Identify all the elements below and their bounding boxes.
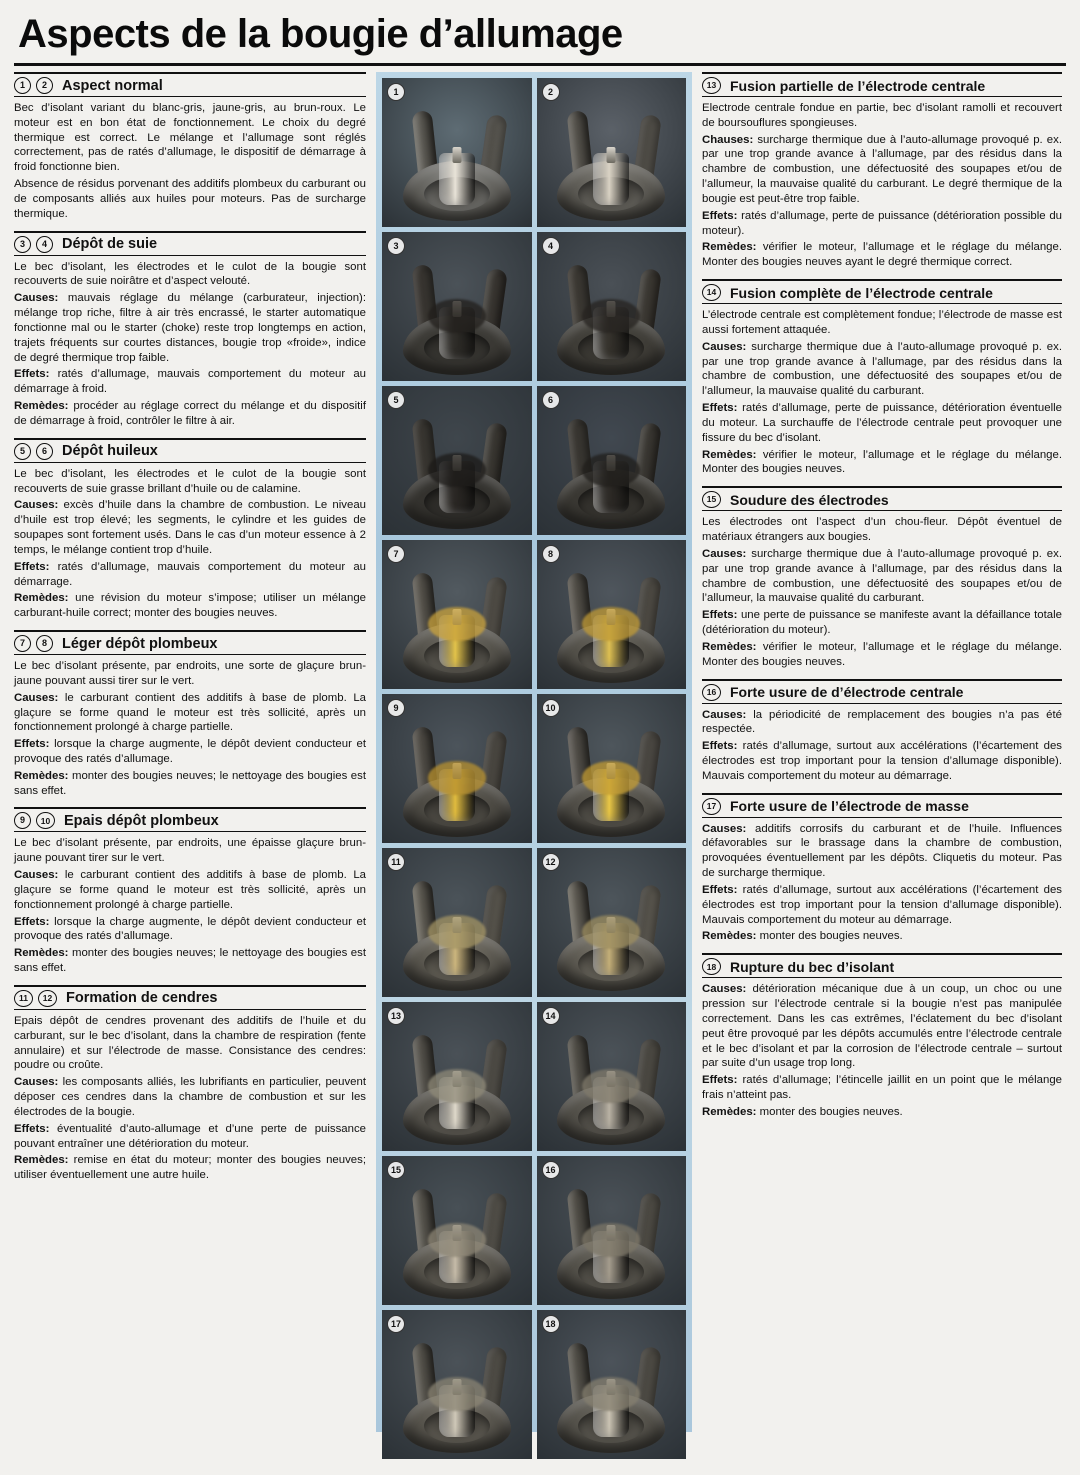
spark-plug-photo [537, 1156, 687, 1305]
section-heading [702, 958, 1062, 975]
section-number-badge: 14 [702, 284, 721, 301]
spark-plug-illustration [537, 1156, 687, 1305]
section-top-rule [702, 793, 1062, 795]
section-number-badge: 3 [14, 236, 31, 253]
section-paragraph: Le bec d’isolant présente, par endroits, une épaisse glaçure brun-jaune pouvant tirer sur le vert. [14, 837, 366, 865]
section-title: Fusion complète de l’électrode centrale [730, 284, 993, 301]
spark-plug-illustration [382, 848, 532, 997]
article-section [702, 953, 1062, 1119]
photo-number-badge: 9 [387, 699, 405, 717]
spark-plug-illustration [382, 1310, 532, 1459]
section-bottom-rule [702, 817, 1062, 818]
section-paragraph: Remèdes: remise en état du moteur; monter des bougies neuves; utiliser éventuellement une autre huile. [14, 1154, 366, 1182]
section-heading [702, 77, 1062, 94]
photo-number-badge: 16 [542, 1161, 560, 1179]
spark-plug-photo [537, 1310, 687, 1459]
section-top-rule [14, 438, 366, 440]
spark-plug-illustration [537, 540, 687, 689]
photo-number-badge: 6 [542, 391, 560, 409]
section-top-rule [14, 72, 366, 74]
spark-plug-photo [382, 540, 532, 689]
photo-number-badge: 14 [542, 1007, 560, 1025]
spark-plug-photo [382, 848, 532, 997]
section-paragraph: Bec d’isolant variant du blanc-gris, jaune-gris, au brun-roux. Le moteur est en bon état de fonctionnement. Le choix du degré thermique est correct. Le mélange et l’allumage sont réglés correctement, pas de ratés d’allumage, le dispositif de démarrage à froid fonctionne bien. [14, 102, 366, 174]
article-section [14, 985, 366, 1183]
section-paragraph: Le bec d’isolant, les électrodes et le culot de la bougie sont recouverts de suie noirâtre et d’aspect velouté. [14, 260, 366, 288]
section-paragraph: Remèdes: monter des bougies neuves; le nettoyage des bougies est sans effet. [14, 947, 366, 975]
section-paragraph: Remèdes: monter des bougies neuves; le nettoyage des bougies est sans effet. [14, 769, 366, 797]
spark-plug-photo [537, 232, 687, 381]
section-top-rule [702, 279, 1062, 281]
article-section [702, 72, 1062, 270]
section-heading [14, 635, 366, 652]
section-paragraph: Effets: ratés d’allumage, surtout aux accélérations (l’écartement des électrodes est trop important pour la tension d’allumage disponible). Mauvais comportement du moteur au démarrage. [702, 740, 1062, 782]
section-top-rule [702, 486, 1062, 488]
photo-number-badge: 10 [542, 699, 560, 717]
section-bottom-rule [702, 303, 1062, 304]
photo-number-badge: 8 [542, 545, 560, 563]
section-number-badge: 13 [702, 77, 721, 94]
section-number-badge: 5 [14, 443, 31, 460]
section-bottom-rule [14, 462, 366, 463]
spark-plug-illustration [537, 232, 687, 381]
section-bottom-rule [14, 1009, 366, 1010]
article-section [702, 279, 1062, 477]
section-paragraph: Causes: le carburant contient des additifs à base de plomb. La glaçure se forme quand le moteur est très sollicité, après un fonctionnement prolongé à charge partielle. [14, 869, 366, 911]
section-bottom-rule [14, 654, 366, 655]
section-title: Aspect normal [62, 77, 163, 94]
section-number-badge: 7 [14, 635, 31, 652]
section-paragraph: Effets: éventualité d’auto-allumage et d’une perte de puissance pouvant entraîner une détérioration du moteur. [14, 1122, 366, 1150]
section-paragraph: Causes: les composants alliés, les lubrifiants en particulier, peuvent déposer ces cendres dans la chambre de combustion et sur les électrodes de la bougie. [14, 1076, 366, 1118]
section-bottom-rule [702, 977, 1062, 978]
spark-plug-photo [382, 386, 532, 535]
section-number-badge: 9 [14, 812, 31, 829]
section-title: Rupture du bec d’isolant [730, 958, 895, 975]
article-section [702, 793, 1062, 945]
spark-plug-photo [537, 386, 687, 535]
photo-number-badge: 17 [387, 1315, 405, 1333]
section-paragraph: Effets: ratés d’allumage, mauvais comportement du moteur au démarrage à froid. [14, 368, 366, 396]
section-paragraph: Causes: surcharge thermique due à l’auto-allumage provoqué p. ex. par une trop grande avance à l’allumage, par des résidus dans la chambre de combustion, une défectuosité des soupapes et/ou de l’allumeur, la mauvaise qualité du carburant. [702, 340, 1062, 398]
spark-plug-illustration [382, 694, 532, 843]
section-heading [14, 812, 366, 829]
spark-plug-illustration [382, 540, 532, 689]
section-heading [702, 798, 1062, 815]
section-paragraph: Causes: additifs corrosifs du carburant et de l’huile. Influences défavorables sur le brassage dans la chambre de combustion, provoquées éventuellement par les dépôts. Cliquetis du moteur. Pas de surcharge thermique. [702, 822, 1062, 880]
spark-plug-photo [382, 1310, 532, 1459]
section-paragraph: Causes: la périodicité de remplacement des bougies n’a pas été respectée. [702, 708, 1062, 736]
section-paragraph: Causes: excès d’huile dans la chambre de combustion. Le niveau d’huile est trop élevé; les segments, le cylindre et les guides de soupapes sont fortement usés. Dans le cas d’un moteur essence à 2 temps, le mélange contient trop d’huile. [14, 499, 366, 556]
spark-plug-illustration [537, 694, 687, 843]
section-top-rule [702, 72, 1062, 74]
section-top-rule [14, 630, 366, 632]
article-section [14, 807, 366, 975]
section-title: Formation de cendres [66, 990, 218, 1007]
spark-plug-photo [537, 694, 687, 843]
photo-number-badge: 3 [387, 237, 405, 255]
section-bottom-rule [14, 96, 366, 97]
section-bottom-rule [14, 255, 366, 256]
section-paragraph: Le bec d’isolant présente, par endroits, une sorte de glaçure brun-jaune pouvant aussi tirer sur le vert. [14, 660, 366, 687]
section-top-rule [14, 985, 366, 987]
page-columns [14, 72, 1066, 1432]
spark-plug-photo [537, 1002, 687, 1151]
section-number-badge: 12 [38, 990, 57, 1007]
photo-number-badge: 7 [387, 545, 405, 563]
photo-number-badge: 15 [387, 1161, 405, 1179]
title-divider [14, 63, 1066, 66]
page-title: Aspects de la bougie d’allumage [18, 12, 623, 56]
section-heading [14, 990, 366, 1007]
section-number-badge: 10 [36, 812, 55, 829]
section-paragraph: Remèdes: vérifier le moteur, l’allumage et le réglage du mélange. Monter des bougies neuves. [702, 640, 1062, 668]
section-number-badge: 17 [702, 798, 721, 815]
spark-plug-illustration [382, 78, 532, 227]
spark-plug-illustration [537, 848, 687, 997]
spark-plug-illustration [382, 386, 532, 535]
photo-number-badge: 5 [387, 391, 405, 409]
spark-plug-illustration [537, 386, 687, 535]
photo-number-badge: 2 [542, 83, 560, 101]
article-section [14, 438, 366, 621]
section-number-badge: 2 [36, 77, 53, 94]
section-top-rule [14, 231, 366, 233]
section-number-badge: 11 [14, 990, 33, 1007]
section-paragraph: Les électrodes ont l’aspect d’un chou-fleur. Dépôt éventuel de matériaux étrangers aux bougies. [702, 516, 1062, 544]
spark-plug-photo [382, 78, 532, 227]
section-paragraph: Remèdes: une révision du moteur s’impose; utiliser un mélange carburant-huile correct; monter des bougies neuves. [14, 592, 366, 620]
spark-plug-photo [382, 1156, 532, 1305]
left-text-column [14, 72, 366, 1432]
spark-plug-photo [382, 232, 532, 381]
photo-number-badge: 4 [542, 237, 560, 255]
right-text-column [702, 72, 1062, 1432]
section-number-badge: 15 [702, 491, 721, 508]
photo-number-badge: 11 [387, 853, 405, 871]
section-paragraph: Causes: détérioration mécanique due à un coup, un choc ou une pression sur l’électrode centrale si la bougie n’est pas manipulée correctement. Dans les cas extrêmes, l’éclatement du bec d’isolant peut être provoqué par les dépôts accumulés entre l’électrode centrale et le bec d’isolant et par la corrosion de l’électrode centrale – surtout par suite d’un usage trop long. [702, 983, 1062, 1070]
section-number-badge: 8 [36, 635, 53, 652]
section-paragraph: Effets: lorsque la charge augmente, le dépôt devient conducteur et provoque des ratés d’allumage. [14, 738, 366, 765]
section-paragraph: Effets: ratés d’allumage; l’étincelle jaillit en un point que le mélange frais n’atteint pas. [702, 1074, 1062, 1102]
section-paragraph: Remèdes: vérifier le moteur, l’allumage et le réglage du mélange. Monter des bougies neuves ayant le degré thermique correct. [702, 241, 1062, 269]
section-paragraph: Effets: ratés d’allumage, perte de puissance, détérioration éventuelle du moteur. La surchauffe de l’électrode centrale peut provoquer une fissure du bec d’isolant. [702, 402, 1062, 444]
spark-plug-illustration [382, 1002, 532, 1151]
section-number-badge: 6 [36, 443, 53, 460]
spark-plug-illustration [382, 1156, 532, 1305]
photo-grid [382, 78, 686, 1459]
section-title: Soudure des électrodes [730, 491, 889, 508]
section-title: Léger dépôt plombeux [62, 635, 218, 652]
section-title: Epais dépôt plombeux [64, 812, 219, 829]
section-paragraph: Causes: surcharge thermique due à l’auto-allumage provoqué p. ex. par une trop grande avance à l’allumage, par des résidus dans la chambre de combustion, une défectuosité des soupapes et/ou de l’allumeur, la mauvaise qualité du carburant. [702, 547, 1062, 605]
section-bottom-rule [702, 510, 1062, 511]
section-paragraph: Electrode centrale fondue en partie, bec d’isolant ramolli et recouvert de boursouflures spongieuses. [702, 102, 1062, 129]
section-heading [702, 284, 1062, 301]
photo-gallery-column [376, 72, 692, 1432]
section-paragraph: Causes: mauvais réglage du mélange (carburateur, injection): mélange trop riche, filtre à air très encrassé, le starter automatique fonctionne mal ou le starter (choke) reste trop longtemps en action, trajets fréquents sur courtes distances, bougie trop «froide», indice de degré thermique trop faible. [14, 292, 366, 364]
article-section [14, 630, 366, 798]
section-paragraph: Effets: ratés d’allumage, perte de puissance (détérioration possible du moteur). [702, 209, 1062, 237]
section-heading [702, 491, 1062, 508]
spark-plug-photo [382, 1002, 532, 1151]
spark-plug-illustration [382, 232, 532, 381]
section-title: Dépôt huileux [62, 443, 158, 460]
section-number-badge: 18 [702, 958, 721, 975]
section-paragraph: Effets: une perte de puissance se manifeste avant la défaillance totale (détérioration du moteur). [702, 609, 1062, 637]
section-paragraph: Causes: le carburant contient des additifs à base de plomb. La glaçure se forme quand le moteur est très sollicité, après un fonctionnement prolongé à charge partielle. [14, 691, 366, 734]
section-title: Fusion partielle de l’électrode centrale [730, 77, 986, 94]
section-paragraph: Remèdes: monter des bougies neuves. [702, 930, 903, 943]
spark-plug-illustration [537, 1002, 687, 1151]
spark-plug-photo [537, 848, 687, 997]
section-paragraph: Le bec d’isolant, les électrodes et le culot de la bougie sont recouverts de suie grasse brillant d’huile ou de calamine. [14, 467, 366, 495]
photo-number-badge: 18 [542, 1315, 560, 1333]
section-paragraph: Remèdes: monter des bougies neuves. [702, 1105, 903, 1118]
photo-number-badge: 13 [387, 1007, 405, 1025]
section-bottom-rule [14, 831, 366, 832]
section-paragraph: Remèdes: vérifier le moteur, l’allumage et le réglage du mélange. Monter des bougies neuves. [702, 448, 1062, 476]
section-title: Forte usure de l’électrode de masse [730, 798, 969, 815]
article-section [14, 231, 366, 429]
spark-plug-illustration [537, 1310, 687, 1459]
section-heading [14, 77, 366, 94]
section-paragraph: Effets: lorsque la charge augmente, le dépôt devient conducteur et provoque des ratés d’allumage. [14, 915, 366, 943]
photo-number-badge: 1 [387, 83, 405, 101]
article-section [702, 679, 1062, 784]
section-bottom-rule [702, 96, 1062, 97]
section-paragraph: Effets: ratés d’allumage, surtout aux accélérations (l’écartement des électrodes est trop important pour la tension d’allumage disponible). Mauvais comportement du moteur au démarrage. [702, 883, 1062, 926]
section-heading [14, 236, 366, 253]
section-title: Dépôt de suie [62, 236, 158, 253]
spark-plug-photo [537, 78, 687, 227]
photo-number-badge: 12 [542, 853, 560, 871]
section-paragraph: Remèdes: procéder au réglage correct du mélange et du dispositif de démarrage à froid, contrôler le filtre à air. [14, 400, 366, 427]
section-paragraph: Epais dépôt de cendres provenant des additifs de l’huile et du carburant, sur le bec d’isolant, dans la chambre de respiration (fente annulaire) et sur l’électrode de masse. Consistance des cendres: poudre ou croûte. [14, 1014, 366, 1072]
section-top-rule [702, 679, 1062, 681]
section-paragraph: Chauses: surcharge thermique due à l’auto-allumage provoqué p. ex. par une trop grande avance à l’allumage, par des résidus dans la chambre de combustion, une défectuosité des soupapes et/ou de l’allumeur, la mauvaise qualité du carburant. Le degré thermique de la bougie est peut-être trop faible. [702, 133, 1062, 205]
section-number-badge: 16 [702, 684, 721, 701]
section-paragraph: Absence de résidus porvenant des additifs plombeux du carburant ou de composants alliés aux huiles pour moteurs. Pas de surcharge thermique. [14, 178, 366, 220]
section-paragraph: Effets: ratés d’allumage, mauvais comportement du moteur au démarrage. [14, 560, 366, 588]
article-section [702, 486, 1062, 669]
section-title: Forte usure de d’électrode centrale [730, 684, 964, 700]
section-number-badge: 1 [14, 77, 31, 94]
section-top-rule [702, 953, 1062, 955]
spark-plug-photo [382, 694, 532, 843]
spark-plug-illustration [537, 78, 687, 227]
section-paragraph: L’électrode centrale est complètement fondue; l’électrode de masse est aussi fortement attaquée. [702, 309, 1062, 336]
section-top-rule [14, 807, 366, 809]
section-bottom-rule [702, 703, 1062, 704]
article-section [14, 72, 366, 222]
section-number-badge: 4 [36, 236, 53, 253]
spark-plug-photo [537, 540, 687, 689]
section-heading [702, 684, 1062, 701]
section-heading [14, 443, 366, 460]
